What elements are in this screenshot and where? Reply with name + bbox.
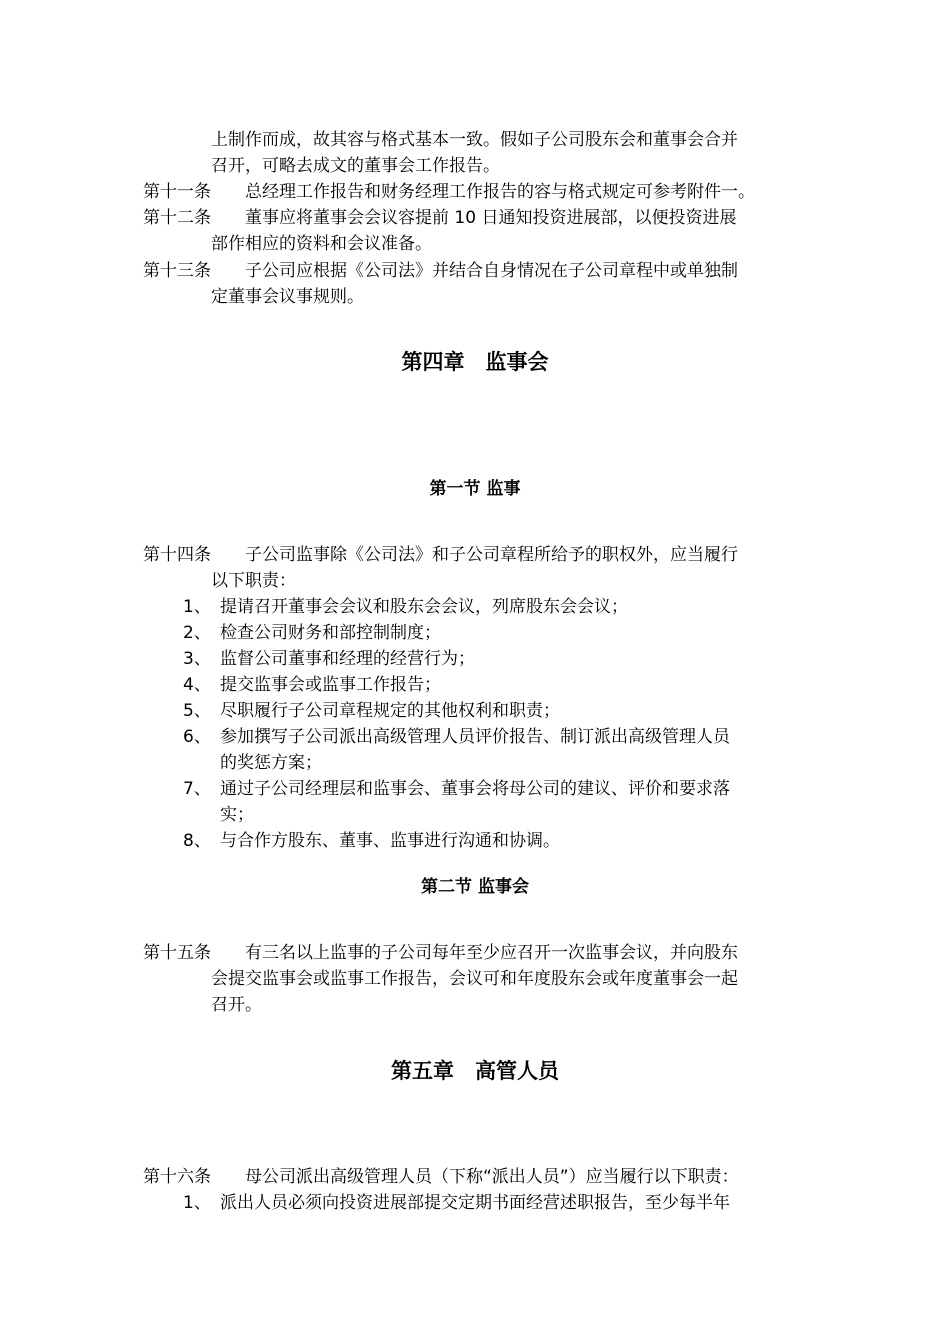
list-item: 通过子公司经理层和监事会、董事会将母公司的建议、评价和要求落: [220, 779, 730, 799]
list-item-number: 8、: [183, 831, 211, 851]
list-item-number: 4、: [183, 675, 211, 695]
article-label: 第十六条: [143, 1167, 211, 1187]
article-label: 第十四条: [143, 545, 211, 565]
article-text: 母公司派出高级管理人员（下称“派出人员”）应当履行以下职责：: [245, 1167, 739, 1187]
list-item: 实；: [220, 805, 254, 825]
list-item: 派出人员必须向投资进展部提交定期书面经营述职报告，至少每半年: [220, 1193, 730, 1213]
chapter-title: 第五章 高管人员: [391, 1059, 559, 1083]
article-text: 召开。: [211, 995, 262, 1015]
list-item-number: 1、: [183, 597, 211, 617]
list-item: 提交监事会或监事工作报告；: [220, 675, 441, 695]
list-item: 提请召开董事会会议和股东会会议，列席股东会会议；: [220, 597, 628, 617]
article-label: 第十五条: [143, 943, 211, 963]
article-text: 部作相应的资料和会议准备。: [211, 234, 432, 254]
section-title: 第一节 监事: [429, 479, 521, 499]
article-text: 以下职责：: [211, 571, 296, 591]
list-item: 尽职履行子公司章程规定的其他权利和职责；: [220, 701, 560, 721]
article-text: 子公司应根据《公司法》并结合自身情况在子公司章程中或单独制: [245, 261, 738, 281]
list-item: 监督公司董事和经理的经营行为；: [220, 649, 475, 669]
list-item-number: 2、: [183, 623, 211, 643]
article-text: 董事应将董事会会议容提前 10 日通知投资进展部，以便投资进展: [245, 208, 737, 228]
list-item-number: 6、: [183, 727, 211, 747]
list-item: 与合作方股东、董事、监事进行沟通和协调。: [220, 831, 560, 851]
section-title: 第二节 监事会: [421, 877, 529, 897]
article-label: 第十三条: [143, 261, 211, 281]
list-item-number: 7、: [183, 779, 211, 799]
article-label: 第十一条: [143, 182, 211, 202]
article-text: 总经理工作报告和财务经理工作报告的容与格式规定可参考附件一。: [245, 182, 755, 202]
article-label: 第十二条: [143, 208, 211, 228]
article-text: 有三名以上监事的子公司每年至少应召开一次监事会议，并向股东: [245, 943, 738, 963]
paragraph-line: 上制作而成，故其容与格式基本一致。假如子公司股东会和董事会合并: [211, 130, 738, 150]
list-item: 参加撰写子公司派出高级管理人员评价报告、制订派出高级管理人员: [220, 727, 730, 747]
article-text: 子公司监事除《公司法》和子公司章程所给予的职权外，应当履行: [245, 545, 738, 565]
list-item: 检查公司财务和部控制制度；: [220, 623, 441, 643]
list-item-number: 3、: [183, 649, 211, 669]
paragraph-line: 召开，可略去成文的董事会工作报告。: [211, 156, 500, 176]
article-text: 会提交监事会或监事工作报告，会议可和年度股东会或年度董事会一起: [211, 969, 738, 989]
list-item: 的奖惩方案；: [220, 753, 322, 773]
list-item-number: 5、: [183, 701, 211, 721]
article-text: 定董事会议事规则。: [211, 287, 364, 307]
chapter-title: 第四章 监事会: [401, 350, 549, 374]
list-item-number: 1、: [183, 1193, 211, 1213]
